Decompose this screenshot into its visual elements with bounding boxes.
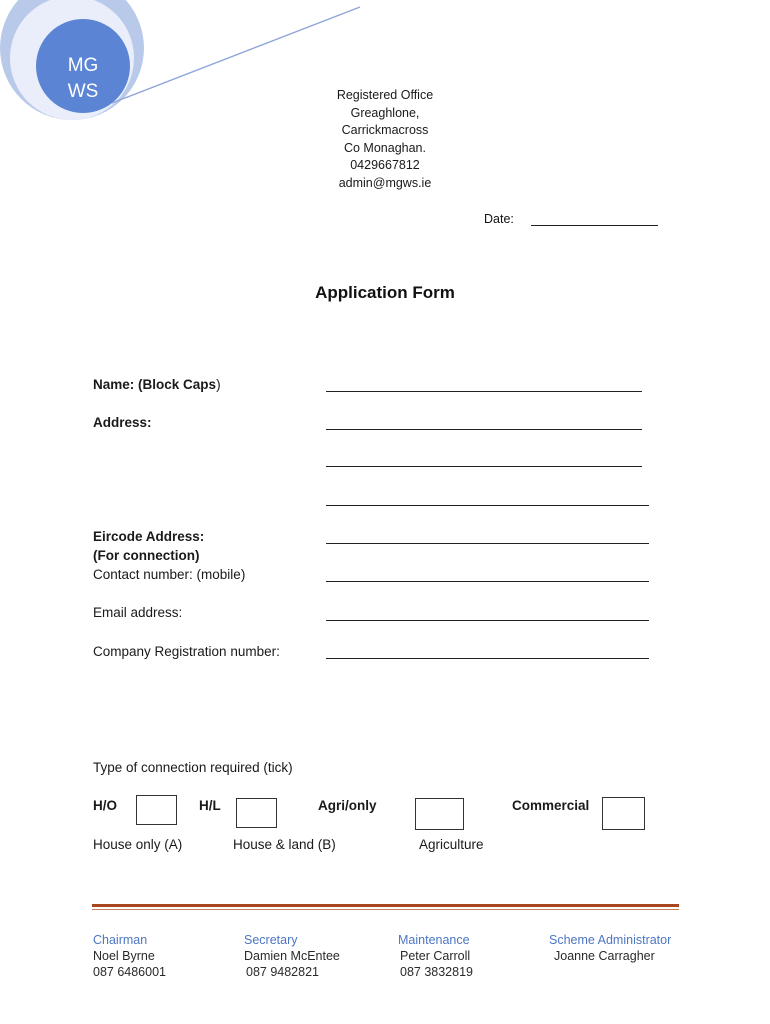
company-registration-label: Company Registration number: [93,644,280,659]
contact-role: Maintenance [398,933,470,947]
contact-role: Secretary [244,933,298,947]
footer-contact-administrator [549,932,671,964]
contact-name: Noel Byrne [93,949,155,963]
office-line: Registered Office [336,88,434,102]
office-line: Carrickmacross [341,123,429,138]
contact-role: Scheme Administrator [549,933,672,947]
name-label-hint: (Block Caps [138,377,217,392]
checkbox-house-only[interactable] [136,795,177,825]
address-field-line-1[interactable] [326,429,642,430]
office-email: admin@mgws.ie [338,175,432,190]
name-label-text: Name: [93,377,135,392]
option-desc-house-only: House only (A) [93,837,183,852]
contact-phone: 087 6486001 [93,965,166,979]
name-field[interactable] [326,391,642,392]
contact-role: Chairman [93,933,148,947]
registered-office-address [300,87,470,193]
office-line: Greaghlone, [350,105,420,120]
connection-type-prompt: Type of connection required (tick) [93,760,293,775]
contact-phone: 087 9482821 [246,965,319,979]
footer-contact-maintenance [398,932,473,980]
address-field-line-3[interactable] [326,505,649,506]
option-code-commercial: Commercial [512,798,590,813]
footer-contact-chairman [93,932,166,980]
contact-name: Damien McEntee [244,949,340,963]
footer-contact-secretary [244,932,340,980]
checkbox-house-land[interactable] [236,798,277,828]
company-registration-field[interactable] [326,658,649,659]
option-desc-house-land: House & land (B) [233,837,336,852]
option-code-hl: H/L [199,798,221,813]
contact-number-field[interactable] [326,581,649,582]
name-label [93,377,221,392]
office-line: Co Monaghan. [343,140,426,155]
eircode-sublabel: (For connection) [93,548,200,563]
contact-phone: 087 3832819 [400,965,473,979]
eircode-field[interactable] [326,543,649,544]
logo-text-ws: WS [67,81,99,102]
contact-name: Peter Carroll [400,949,471,963]
address-field-line-2[interactable] [326,466,642,467]
checkbox-agriculture[interactable] [415,798,464,830]
checkbox-commercial[interactable] [602,797,645,830]
form-title: Application Form [315,283,455,302]
address-label: Address: [93,415,152,430]
contact-number-label: Contact number: (mobile) [93,567,246,582]
footer-divider [92,904,679,907]
office-phone: 0429667812 [350,158,420,173]
contact-name: Joanne Carragher [554,949,655,963]
logo-text-mg: MG [67,55,99,76]
email-label: Email address: [93,605,183,620]
footer-divider-thin [92,909,679,910]
option-code-agri: Agri/only [318,798,377,813]
email-field[interactable] [326,620,649,621]
option-desc-agriculture: Agriculture [419,837,484,852]
option-code-ho: H/O [93,798,118,813]
date-label: Date: [484,212,514,226]
eircode-label: Eircode Address: [93,529,205,544]
name-label-hint-close: ) [216,377,221,392]
date-field[interactable] [531,225,658,226]
